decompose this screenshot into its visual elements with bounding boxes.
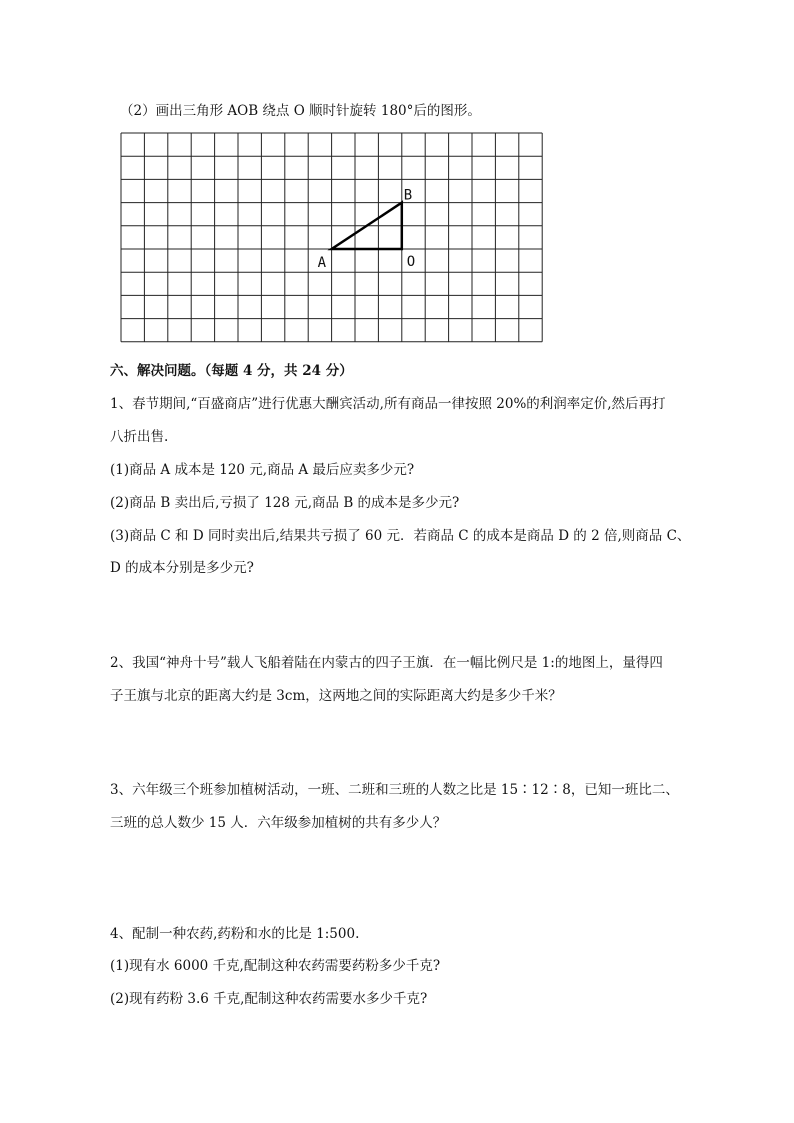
q4-sub2: (2)现有药粉 3.6 千克,配制这种农药需要水多少千克?: [110, 991, 428, 1007]
q4-sub1: (1)现有水 6000 千克,配制这种农药需要药粉多少千克?: [110, 958, 441, 974]
rotation-instruction: （2）画出三角形 AOB 绕点 O 顺时针旋转 180°后的图形。: [120, 103, 481, 119]
q3-line2: 三班的总人数少 15 人．六年级参加植树的共有多少人？: [110, 815, 447, 831]
section-title: 六、解决问题。（每题 4 分，共 24 分）: [110, 363, 353, 379]
q3-line1: 3、六年级三个班参加植树活动，一班、二班和三班的人数之比是 15∶12∶8，已知一班比二、: [110, 782, 679, 798]
point-label-b: B: [403, 187, 413, 204]
q1-sub2: (2)商品 B 卖出后,亏损了 128 元,商品 B 的成本是多少元?: [110, 495, 460, 511]
q1-line2: 八折出售.: [110, 429, 169, 445]
drawing-grid[interactable]: [118, 131, 544, 349]
q2-line2: 子王旗与北京的距离大约是 3cm，这两地之间的实际距离大约是多少千米？: [110, 688, 562, 704]
point-label-o: O: [406, 254, 416, 270]
q1-sub3-line1: (3)商品 C 和 D 同时卖出后,结果共亏损了 60 元．若商品 C 的成本是商品 D 的 2 倍,则商品 C、: [110, 528, 691, 544]
q1-sub3-line2: D 的成本分别是多少元?: [110, 560, 254, 576]
q1-line1: 1、春节期间,“百盛商店”进行优惠大酬宾活动,所有商品一律按照 20%的利润率定价,然后再打: [110, 396, 666, 412]
q1-sub1: (1)商品 A 成本是 120 元,商品 A 最后应卖多少元?: [110, 462, 415, 478]
point-label-a: A: [317, 255, 327, 271]
q2-line1: 2、我国“神舟十号”载人飞船着陆在内蒙古的四子王旗．在一幅比例尺是 1:的地图上，量得四: [110, 655, 663, 671]
q4-line1: 4、配制一种农药,药粉和水的比是 1:500.: [110, 926, 360, 942]
